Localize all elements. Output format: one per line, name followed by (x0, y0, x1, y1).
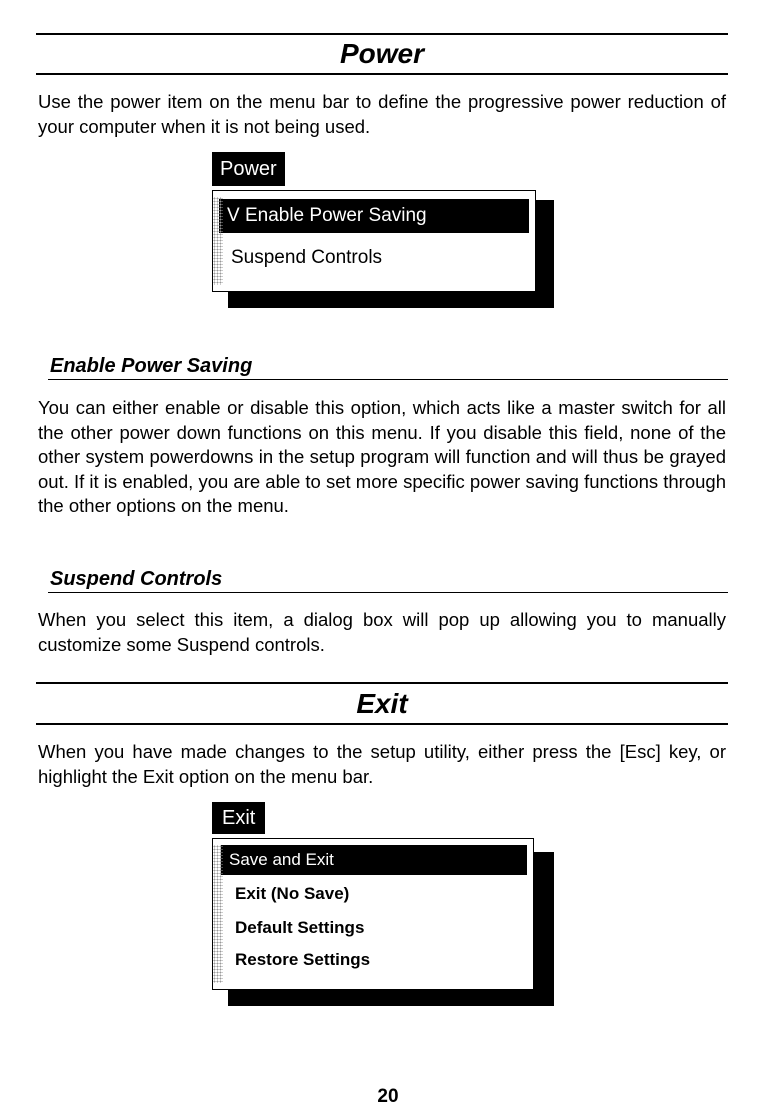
menu-item-restore-settings[interactable]: Restore Settings (235, 950, 371, 969)
exit-section-title: Exit (356, 688, 408, 719)
menu-item-exit-no-save[interactable]: Exit (No Save) (235, 884, 350, 903)
power-intro-paragraph: Use the power item on the menu bar to define the progressive power reduction of your computer when it is not being used. (38, 91, 726, 137)
menu-dither-pattern (213, 845, 223, 983)
exit-menu-dropdown (212, 838, 534, 990)
menu-item-default-settings[interactable]: Default Settings (235, 918, 365, 937)
suspend-controls-heading: Suspend Controls (50, 568, 223, 590)
menu-item-save-and-exit[interactable]: Save and Exit (221, 845, 527, 875)
enable-power-saving-heading: Enable Power Saving (50, 355, 253, 377)
exit-menu-tab[interactable]: Exit (212, 802, 265, 834)
enable-power-saving-paragraph: You can either enable or disable this option, which acts like a master switch for all the other power down functions on this menu. If you disable this field, none of the other system powerdowns in the setup program will function and will thus be grayed out. If it is enabled, you are able to set more specific power saving functions through the other options on the menu. (38, 397, 726, 516)
menu-dither-pattern (213, 197, 223, 285)
menu-item-suspend-controls[interactable]: Suspend Controls (231, 247, 383, 268)
page-number: 20 (377, 1086, 399, 1107)
exit-intro-paragraph: When you have made changes to the setup utility, either press the [Esc] key, or highlight the Exit option on the menu bar. (38, 741, 726, 787)
power-menu-dropdown (212, 190, 536, 292)
menu-item-enable-power-saving[interactable]: V Enable Power Saving (219, 199, 529, 233)
exit-top-rule (36, 682, 728, 684)
enable-power-saving-rule (48, 379, 728, 380)
power-bottom-rule (36, 73, 728, 75)
power-top-rule (36, 33, 728, 35)
exit-bottom-rule (36, 723, 728, 725)
suspend-controls-rule (48, 592, 728, 593)
suspend-controls-paragraph: When you select this item, a dialog box will pop up allowing you to manually customize some Suspend controls. (38, 609, 726, 655)
power-menu-tab[interactable]: Power (212, 152, 285, 186)
power-section-title: Power (339, 38, 425, 69)
